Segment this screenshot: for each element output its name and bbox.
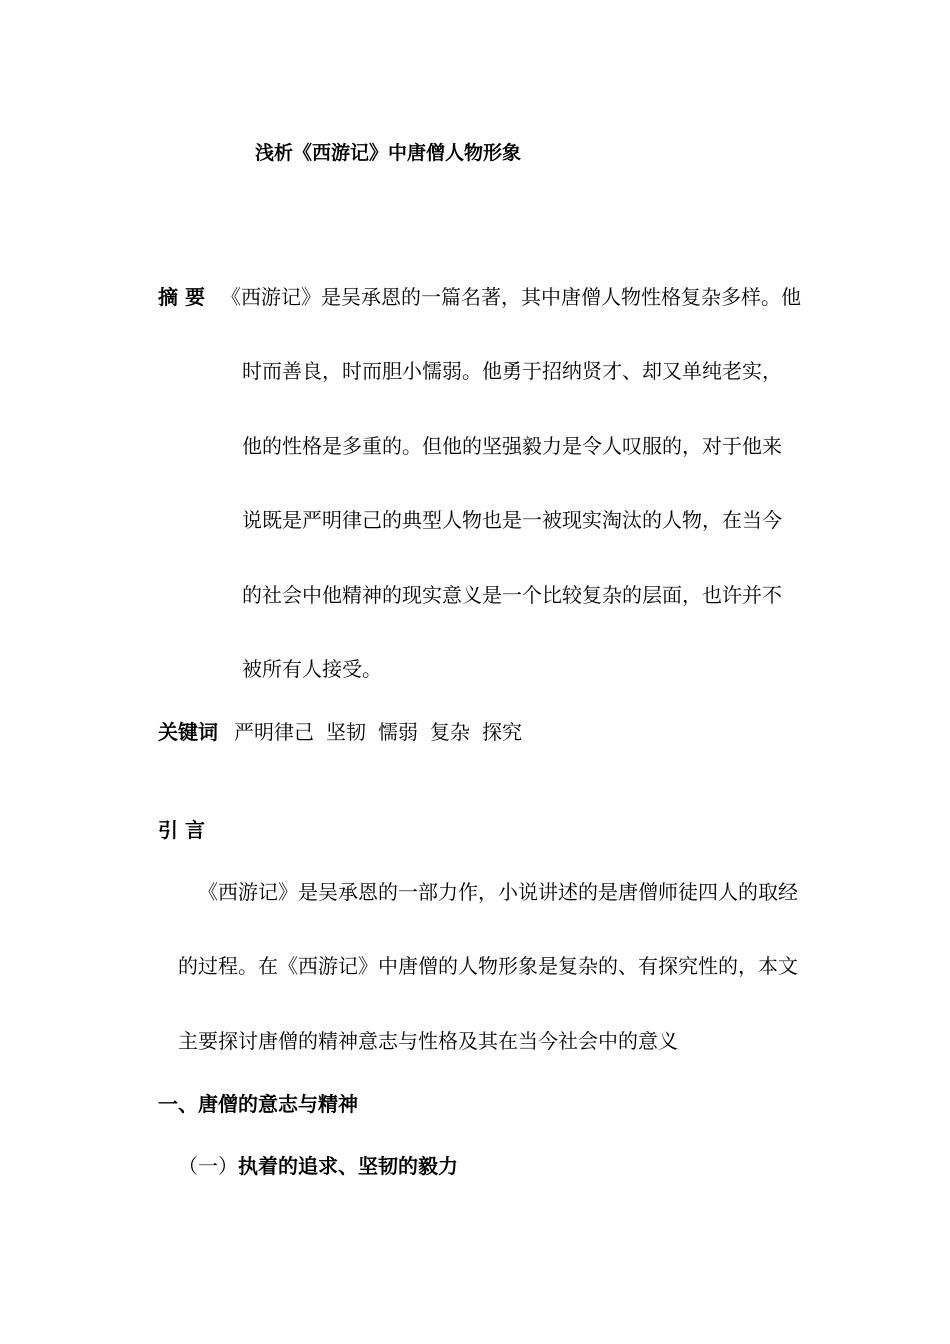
abstract-label: 摘 要	[158, 285, 205, 309]
abstract-line: 说既是严明律己的典型人物也是一被现实淘汰的人物，在当今	[242, 508, 782, 532]
abstract-line: 的社会中他精神的现实意义是一个比较复杂的层面，也许并不	[242, 583, 782, 607]
keyword: 坚韧	[326, 720, 366, 744]
abstract-first-line	[158, 284, 801, 310]
abstract-line: 被所有人接受。	[242, 657, 382, 681]
section-heading: 一、唐僧的意志与精神	[158, 1092, 358, 1116]
subsection-heading	[178, 1153, 458, 1179]
keyword: 严明律己	[234, 720, 314, 744]
subsection-title: 执着的追求、坚韧的毅力	[238, 1154, 458, 1178]
intro-line: 的过程。在《西游记》中唐僧的人物形象是复杂的、有探究性的，本文	[178, 954, 798, 978]
abstract-line: 他的性格是多重的。但他的坚强毅力是令人叹服的，对于他来	[242, 434, 782, 458]
intro-heading: 引 言	[158, 818, 205, 842]
keyword: 复杂	[430, 720, 470, 744]
keywords-line	[158, 719, 534, 745]
abstract-line: 《西游记》是吴承恩的一篇名著，其中唐僧人物性格复杂多样。他	[220, 285, 801, 309]
abstract-line: 时而善良，时而胆小懦弱。他勇于招纳贤才、却又单纯老实，	[242, 359, 782, 383]
document-title: 浅析《西游记》中唐僧人物形象	[255, 142, 522, 164]
subsection-prefix: （一）	[178, 1154, 238, 1178]
keywords-label: 关键词	[158, 720, 218, 744]
keyword: 懦弱	[378, 720, 418, 744]
keyword: 探究	[482, 720, 522, 744]
intro-line: 《西游记》是吴承恩的一部力作，小说讲述的是唐僧师徒四人的取经	[198, 880, 798, 904]
intro-line: 主要探讨唐僧的精神意志与性格及其在当今社会中的意义	[178, 1029, 678, 1053]
